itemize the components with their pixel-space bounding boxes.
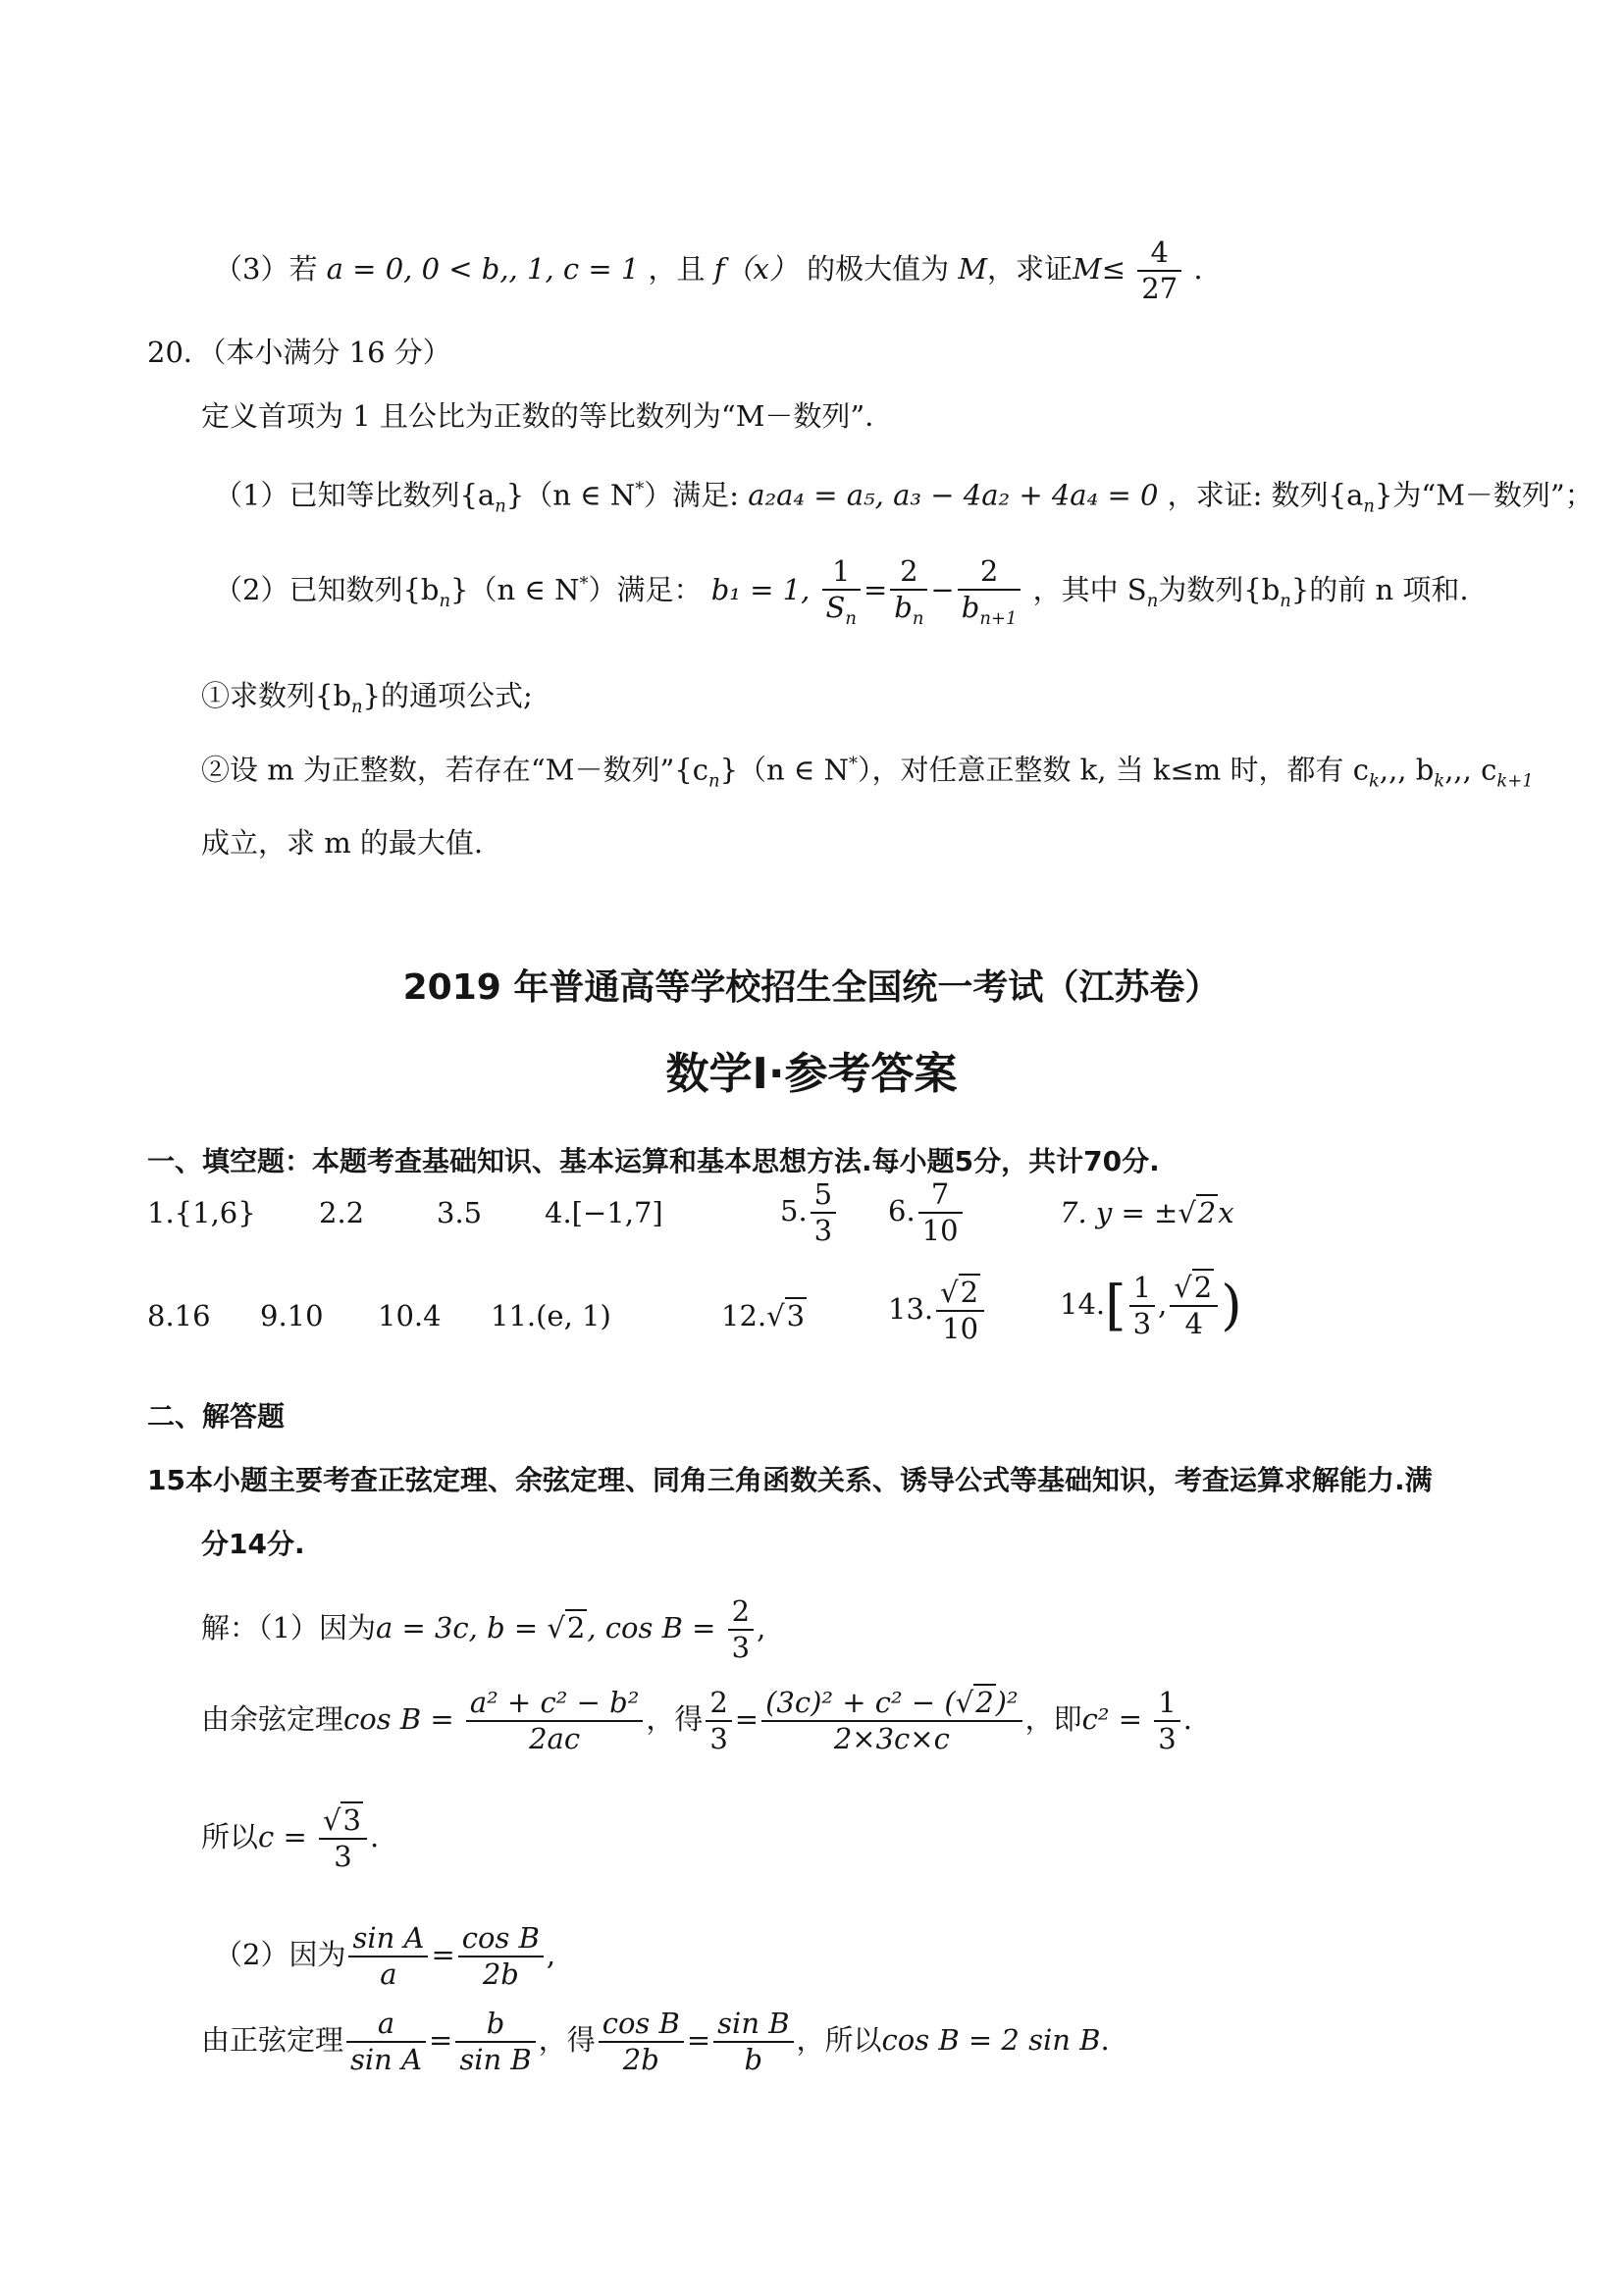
p20-part2-frac2: $\frac{2}{b_n}$: [890, 554, 927, 629]
p20-q2: ②设 m 为正整数，若存在“M－数列$”\{c_n\}(n$ ∈ N*），对任意正整数 k, 当 k≤m 时，都有 $c_k$,,, $b_k$,,, $c_{k+1}$: [201, 753, 1534, 792]
p19-part3-label: （3）若: [214, 251, 318, 286]
p20-part2-frac3: $\frac{2}{b_{n+1}}$: [958, 554, 1021, 629]
answer-5: 5. $\frac{5}{3}$: [780, 1177, 839, 1248]
sol-line2: 由余弦定理cos B = $\frac{\text{a² + c² − b²}}{2ac}$ ，得 $\frac{2}{3}$ = $\frac{\text{(3c)² + c² − (√2)²}}{2\times 3c\times c}$ ，即c² = $\frac{1}{3}$ .: [201, 1686, 1192, 1755]
sec1-heading: 一、填空题：本题考查基础知识、基本运算和基本思想方法.每小题5分，共计70分.: [147, 1145, 1160, 1177]
p20-part2-frac1: $\frac{1}{S_n}$: [822, 554, 861, 629]
p19-part3-text3: ，求证: [987, 251, 1073, 286]
answer-10: 10.4: [378, 1299, 442, 1332]
p19-part3-func: f（x）: [713, 251, 798, 286]
p19-part3-cond: a = 0, 0 < b: [326, 251, 500, 286]
answer-3: 3.5: [437, 1196, 483, 1229]
answer-7: 7. y = ±√2x: [1060, 1196, 1234, 1229]
answer-6: 6. $\frac{7}{10}$: [888, 1177, 966, 1248]
p19-part3-text2: 的极大值为: [807, 251, 950, 286]
p19-part3-end: .: [1193, 251, 1203, 286]
sec2-heading: 二、解答题: [147, 1400, 286, 1433]
p20-part1-eq: a₂a₄ = a₅, a₃ − 4a₂ + 4a₄ = 0: [748, 478, 1159, 512]
sol-line3: 所以c = $\frac{√3}{3}$ .: [201, 1803, 380, 1873]
p19-part3-M: M: [958, 251, 988, 286]
answer-1: 1.{1,6}: [147, 1196, 256, 1229]
sol-line1: 解：（1）因为a = 3c, b = √2, cos B = $\frac{2}{3}$ ,: [201, 1594, 766, 1664]
q15-intro-line1: 15本小题主要考查正弦定理、余弦定理、同角三角函数关系、诱导公式等基础知识，考查运算求解能力.满: [147, 1464, 1433, 1496]
p19-part3-frac: $\frac{4}{27}$: [1137, 235, 1181, 306]
answer-11: 11.(e, 1): [491, 1299, 611, 1332]
p20-header: 20．（本小满分 16 分）: [147, 336, 451, 369]
p19-part3-text1: ，且: [648, 251, 706, 286]
sol-line4: （2）因为 $\frac{\text{sin A}}{a}$ = $\frac{\text{cos B}}{2b}$ ,: [214, 1921, 556, 1991]
answer-12: 12.√3: [721, 1299, 806, 1332]
p19-part3-leq: ≤: [1101, 251, 1126, 286]
q15-intro-line2: 分14分.: [201, 1528, 305, 1560]
p20-q1: ①求数列$\{b_n\}$的通项公式;: [201, 679, 533, 717]
sol-line5: 由正弦定理 $\frac{a}{\text{sin A}}$ = $\frac{b}{\text{sin B}}$ ，得 $\frac{\text{cos B}}{2b}$ = $\frac{\text{sin B}}{b}$ ，所以cos B = 2 sin B.: [201, 2007, 1110, 2076]
answers-title: 2019 年普通高等学校招生全国统一考试（江苏卷）: [402, 967, 1221, 1008]
answers-subtitle: 数学Ⅰ·参考答案: [665, 1049, 958, 1099]
answer-8: 8.16: [147, 1299, 211, 1332]
p20-q2-line2: 成立，求 m 的最大值.: [201, 826, 484, 860]
p19-part3-cond-rest: 1, c = 1: [517, 251, 640, 286]
answer-9: 9.10: [260, 1299, 324, 1332]
p20-part1: （1）已知等比数列$\{a_n\}(n$ ∈ N*）满足: a₂a₄ = a₅, a₃ − 4a₂ + 4a₄ = 0 ，求证: 数列$\{a_n\}$为“M－数列”；: [214, 478, 1594, 517]
p20-part2: （2）已知数列$\{b_n\}(n$ ∈ N*）满足： b₁ = 1, $\frac{1}{S_n}$ = $\frac{2}{b_n}$ − $\frac{2}{b_{n+1}}$ ，其中 $S_n$为数列$\{b_n\}$的前 n 项和.: [214, 554, 1469, 629]
answer-2: 2.2: [319, 1196, 365, 1229]
answer-4: 4.[−1,7]: [545, 1196, 663, 1229]
answer-14: 14.[ $\frac{1}{3}$ , $\frac{√2}{4}$ ): [1060, 1271, 1242, 1340]
p20-def: 定义首项为 1 且公比为正数的等比数列为“M－数列”．: [201, 399, 894, 433]
p19-part3: （3）若 a = 0, 0 < b,, 1, c = 1 ，且 f（x） 的极大值为 M，求证M≤ $\frac{4}{27}$ .: [214, 235, 1203, 305]
answer-13: 13. $\frac{√2}{10}$: [888, 1276, 987, 1346]
p19-part3-M2: M: [1073, 251, 1102, 286]
